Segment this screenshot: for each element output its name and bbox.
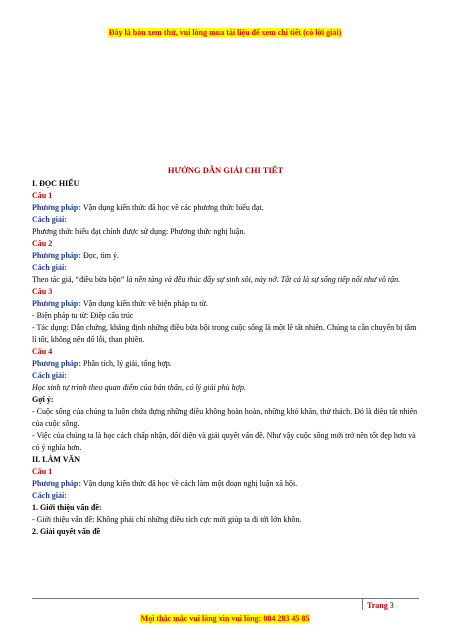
page-number-value: 3 (389, 601, 394, 610)
method-label: Phương pháp: (32, 299, 82, 308)
method-text: Vận dụng kiến thức đã học về cách làm một đoạn nghị luận xã hội. (81, 479, 298, 488)
contact-footer (0, 614, 450, 623)
method-paragraph (32, 250, 419, 262)
contact-footer-text: Mọi thắc mắc vui lòng xin vui lòng: 084 283 45 85 (140, 614, 310, 623)
solution-text: Theo tác giả, “điều bừa bộn” (32, 275, 125, 284)
method-text: Đọc, tìm ý. (81, 251, 120, 260)
solution-paragraph (32, 274, 419, 286)
subheading-intro: 1. Giới thiệu vấn đề: (32, 503, 102, 512)
question-label: Câu 3 (32, 287, 53, 296)
section-heading-writing: II. LÀM VĂN (32, 455, 81, 464)
method-text: Vận dụng kiến thức về biện pháp tu từ. (81, 299, 208, 308)
method-label: Phương pháp: (32, 359, 82, 368)
method-label: Phương pháp: (32, 479, 82, 488)
answer-line: - Tác dụng: Dẫn chứng, khẳng định những điều bừa bội trong cuộc sống là một lẽ tất nhiên. Chúng ta cần chuyển bị tâm lí tốt, không nên đổ lỗi, than phiền. (32, 323, 417, 344)
document-title: HƯỚNG DẪN GIẢI CHI TIẾT (167, 165, 284, 175)
footer-divider (32, 598, 419, 599)
method-label: Phương pháp: (32, 251, 82, 260)
solution-label: Cách giải: (32, 263, 67, 272)
method-text: Phân tích, lý giải, tổng hợp. (81, 359, 172, 368)
answer-line: - Biện pháp tu từ: Điệp cấu trúc (32, 311, 134, 320)
page-number (367, 601, 394, 611)
intro-text: - Giới thiệu vấn đề: Không phải chỉ những điều tích cực mới giúp ta đi tới lớn khôn. (32, 515, 302, 524)
preview-notice-text: Đây là bản xem thử, vui lòng mua tài liệu để xem chi tiết (có lời giải) (108, 28, 342, 37)
solution-label: Cách giải: (32, 215, 67, 224)
solution-italic-text: là nền tảng và đều thúc đẩy sự sinh sôi, nảy nở. Tất cả là sự sống tiếp nối như vô tận. (124, 275, 401, 284)
solution-text: Phương thức biểu đạt chính được sử dụng: Phương thức nghị luận. (32, 227, 246, 236)
solution-label: Cách giải: (32, 491, 67, 500)
document-body (32, 164, 419, 538)
solution-label: Cách giải: (32, 371, 67, 380)
question-label: Câu 1 (32, 191, 53, 200)
question-label: Câu 4 (32, 347, 53, 356)
hint-label: Gợi ý: (32, 395, 54, 404)
subheading-solve: 2. Giải quyết vấn đề (32, 527, 101, 536)
question-label: Câu 2 (32, 239, 53, 248)
hint-line: - Việc của chúng ta là học cách chấp nhận, đối diện và giải quyết vấn đề. Như vậy cuộc sống mới trở nên tốt đẹp hơn và có ý nghĩa hơn. (32, 431, 416, 452)
method-text: Vận dụng kiến thức đã học về các phương thức biểu đạt. (81, 203, 264, 212)
page-number-separator (362, 598, 363, 610)
method-paragraph (32, 202, 419, 214)
solution-italic-text: Học sinh tự trình theo quan điểm của bản thân, có lý giải phù hợp. (32, 383, 246, 392)
method-paragraph (32, 478, 419, 490)
page-word: Trang (367, 601, 388, 610)
question-label: Câu 1 (32, 467, 53, 476)
section-heading-reading: I. ĐỌC HIỂU (32, 179, 80, 188)
method-paragraph (32, 358, 419, 370)
method-label: Phương pháp: (32, 203, 82, 212)
method-paragraph (32, 298, 419, 310)
preview-notice-banner (0, 28, 450, 37)
hint-line: - Cuộc sống của chúng ta luôn chứa đựng những điều không hoàn hoàn, những khó khăn, thử thách. Đó là điều tất nhiên của cuộc sống. (32, 407, 418, 428)
